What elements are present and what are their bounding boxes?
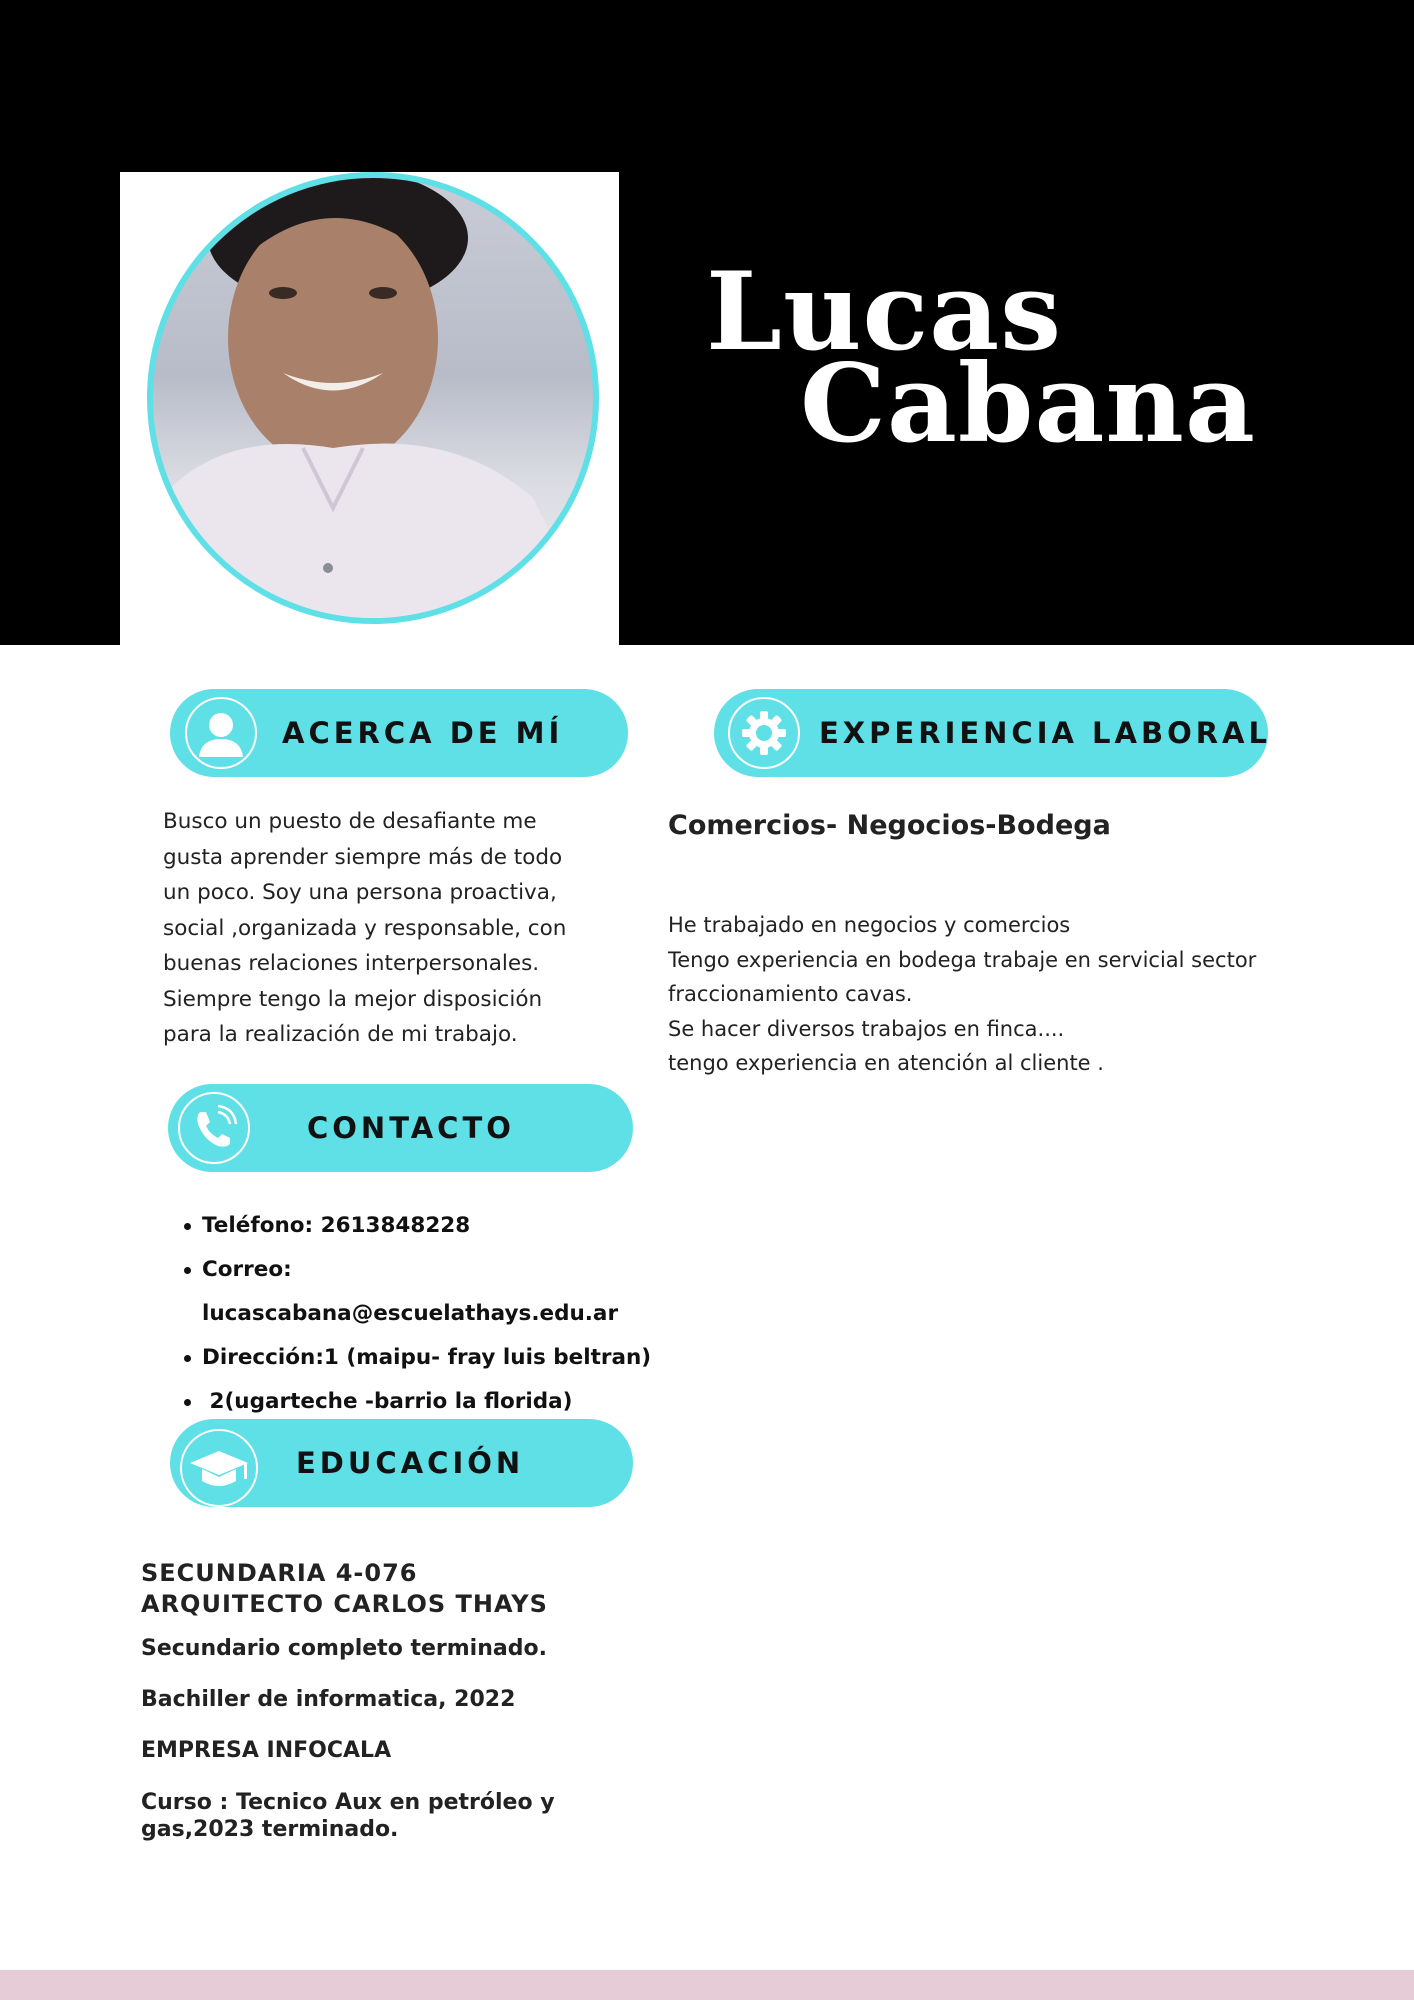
experience-title: EXPERIENCIA LABORAL — [819, 716, 1271, 750]
education-status: Secundario completo terminado. — [141, 1636, 547, 1661]
experience-line: fraccionamiento cavas. — [668, 982, 913, 1006]
about-line: Siempre tengo la mejor disposición — [163, 986, 543, 1012]
contact-address-1: Dirección:1 (maipu- fray luis beltran) — [202, 1336, 651, 1380]
school-line-1: SECUNDARIA 4-076 — [141, 1559, 418, 1587]
phone-icon — [178, 1092, 250, 1164]
education-company: EMPRESA INFOCALA — [141, 1738, 392, 1763]
education-degree: Bachiller de informatica, 2022 — [141, 1687, 516, 1712]
profile-photo — [147, 172, 599, 624]
contact-heading-pill — [168, 1084, 633, 1172]
contact-email[interactable]: lucascabana@escuelathays.edu.ar — [202, 1301, 619, 1326]
experience-line: Se hacer diversos trabajos en finca.... — [668, 1016, 1065, 1041]
contact-phone: Teléfono: 2613848228 — [202, 1204, 651, 1248]
profile-photo-illustration — [153, 178, 593, 618]
experience-heading-pill — [714, 689, 1271, 777]
course-line-2: gas,2023 terminado. — [141, 1817, 399, 1842]
contact-email-label: Correo: — [202, 1257, 292, 1282]
contact-title: CONTACTO — [307, 1111, 515, 1145]
contact-address-2: 2(ugarteche -barrio la florida) — [202, 1380, 651, 1424]
school-line-2: ARQUITECTO CARLOS THAYS — [141, 1590, 548, 1618]
gear-icon — [728, 697, 800, 769]
education-course — [141, 1789, 621, 1843]
experience-text — [668, 908, 1368, 1081]
education-school — [141, 1558, 621, 1620]
experience-line: He trabajado en negocios y comercios — [668, 913, 1071, 937]
about-heading-pill — [170, 689, 628, 777]
about-title: ACERCA DE MÍ — [282, 716, 564, 750]
experience-line: tengo experiencia en atención al cliente . — [668, 1051, 1104, 1075]
footer-band — [0, 1970, 1414, 2000]
education-title: EDUCACIÓN — [296, 1446, 525, 1480]
about-line: un poco. Soy una persona proactiva, — [163, 880, 557, 905]
course-line-1: Curso : Tecnico Aux en petróleo y — [141, 1790, 555, 1815]
job-title: Comercios- Negocios-Bodega — [668, 810, 1111, 841]
graduation-cap-icon — [180, 1429, 258, 1507]
last-name: Cabana — [800, 341, 1256, 467]
about-text — [163, 804, 583, 1053]
about-line: social ,organizada y responsable, con — [163, 915, 567, 941]
user-icon — [185, 697, 257, 769]
about-line: Busco un puesto de desafiante me — [163, 809, 537, 834]
experience-line: Tengo experiencia en bodega trabaje en servicial sector — [668, 947, 1257, 972]
about-line: para la realización de mi trabajo. — [163, 1022, 518, 1047]
education-heading-pill — [170, 1419, 633, 1507]
contact-email-item — [202, 1248, 651, 1336]
first-name: Lucas — [706, 249, 1062, 375]
about-line: gusta aprender siempre más de todo — [163, 844, 563, 870]
about-line: buenas relaciones interpersonales. — [163, 951, 540, 976]
contact-list — [202, 1204, 651, 1424]
